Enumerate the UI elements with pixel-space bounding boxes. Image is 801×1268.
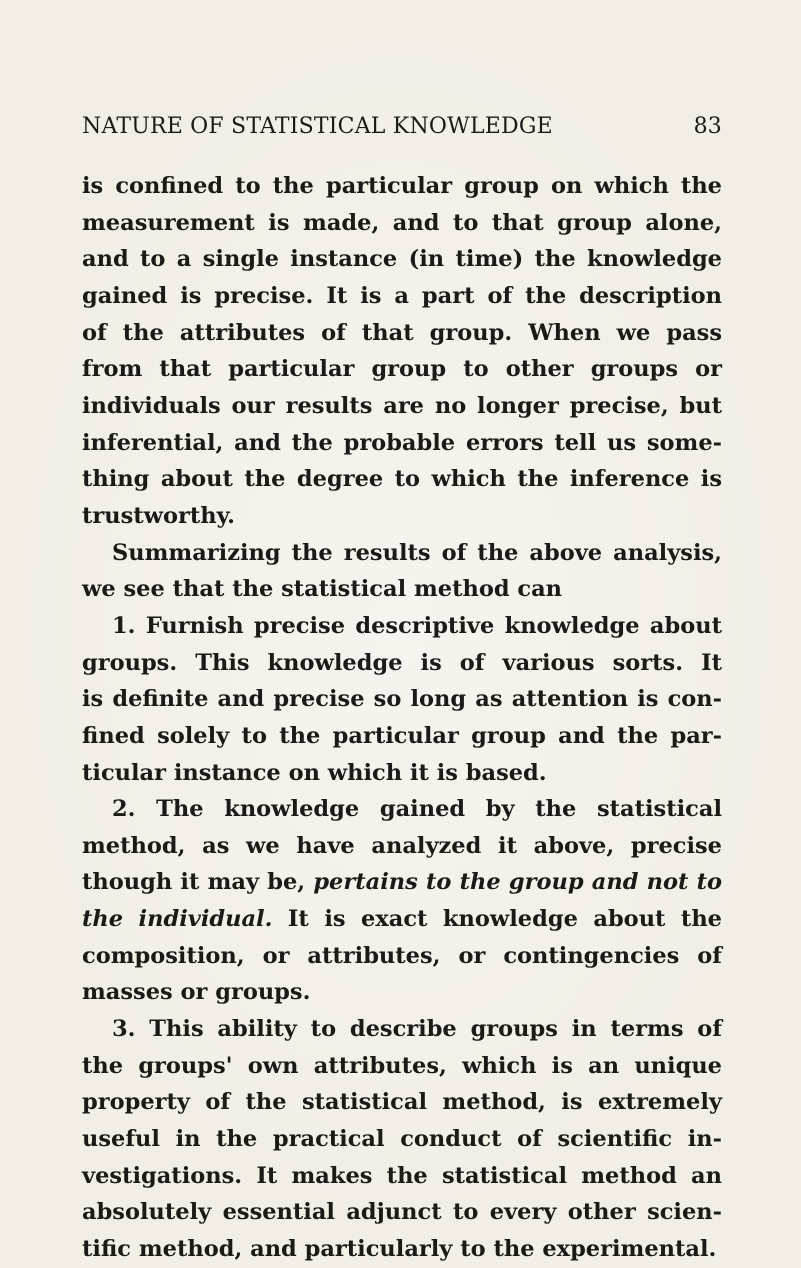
text-line: the groups' own attributes, which is an unique [82,1052,722,1079]
text-line: vestigations. It makes the statistical method an [82,1162,722,1189]
italic-phrase: the individual. [82,906,273,933]
running-head [82,114,722,150]
text-line: 3. This ability to describe groups in terms of [112,1016,722,1043]
text-line [82,864,722,901]
text-line: individuals our results are no longer precise, but [82,392,722,419]
text-segment: It is exact knowledge about the [272,906,722,933]
text-line: ticular instance on which it is based. [82,759,547,786]
text-line: is confined to the particular group on which the [82,173,722,199]
text-line: is definite and precise so long as attention is con- [82,686,722,713]
text-line: 2. The knowledge gained by the statistical [112,796,722,823]
chapter-title: NATURE OF STATISTICAL KNOWLEDGE [82,114,553,139]
text-line: trustworthy. [82,502,235,529]
text-line: inferential, and the probable errors tell us some- [82,429,722,456]
text-line: absolutely essential adjunct to every other scien- [82,1199,722,1226]
text-line: Summarizing the results of the above analysis, [112,539,722,566]
text-line: from that particular group to other groups or [82,356,722,383]
text-line: tific method, and particularly to the experimental. [82,1236,717,1263]
text-line: property of the statistical method, is extremely [82,1089,722,1116]
text-line: masses or groups. [82,979,311,1006]
body-text [82,168,722,1268]
text-line: groups. This knowledge is of various sorts. It [82,649,722,676]
page-number: 83 [693,114,722,139]
text-line: thing about the degree to which the inference is [82,466,722,493]
text-line: gained is precise. It is a part of the description [82,282,722,309]
text-line: we see that the statistical method can [82,576,563,603]
text-line: composition, or attributes, or contingencies of [82,942,722,969]
italic-phrase: pertains to the group and not to [313,869,722,896]
text-line: and to a single instance (in time) the knowledge [82,246,722,273]
text-line: useful in the practical conduct of scientific in- [82,1126,722,1153]
text-line: of the attributes of that group. When we pass [82,319,722,346]
text-line: 1. Furnish precise descriptive knowledge about [112,612,722,639]
text-line: fined solely to the particular group and the par- [82,722,722,749]
text-line: measurement is made, and to that group alone, [82,209,722,236]
text-line: method, as we have analyzed it above, precise [82,832,722,859]
text-segment: though it may be, [82,869,314,896]
text-line [82,901,722,938]
